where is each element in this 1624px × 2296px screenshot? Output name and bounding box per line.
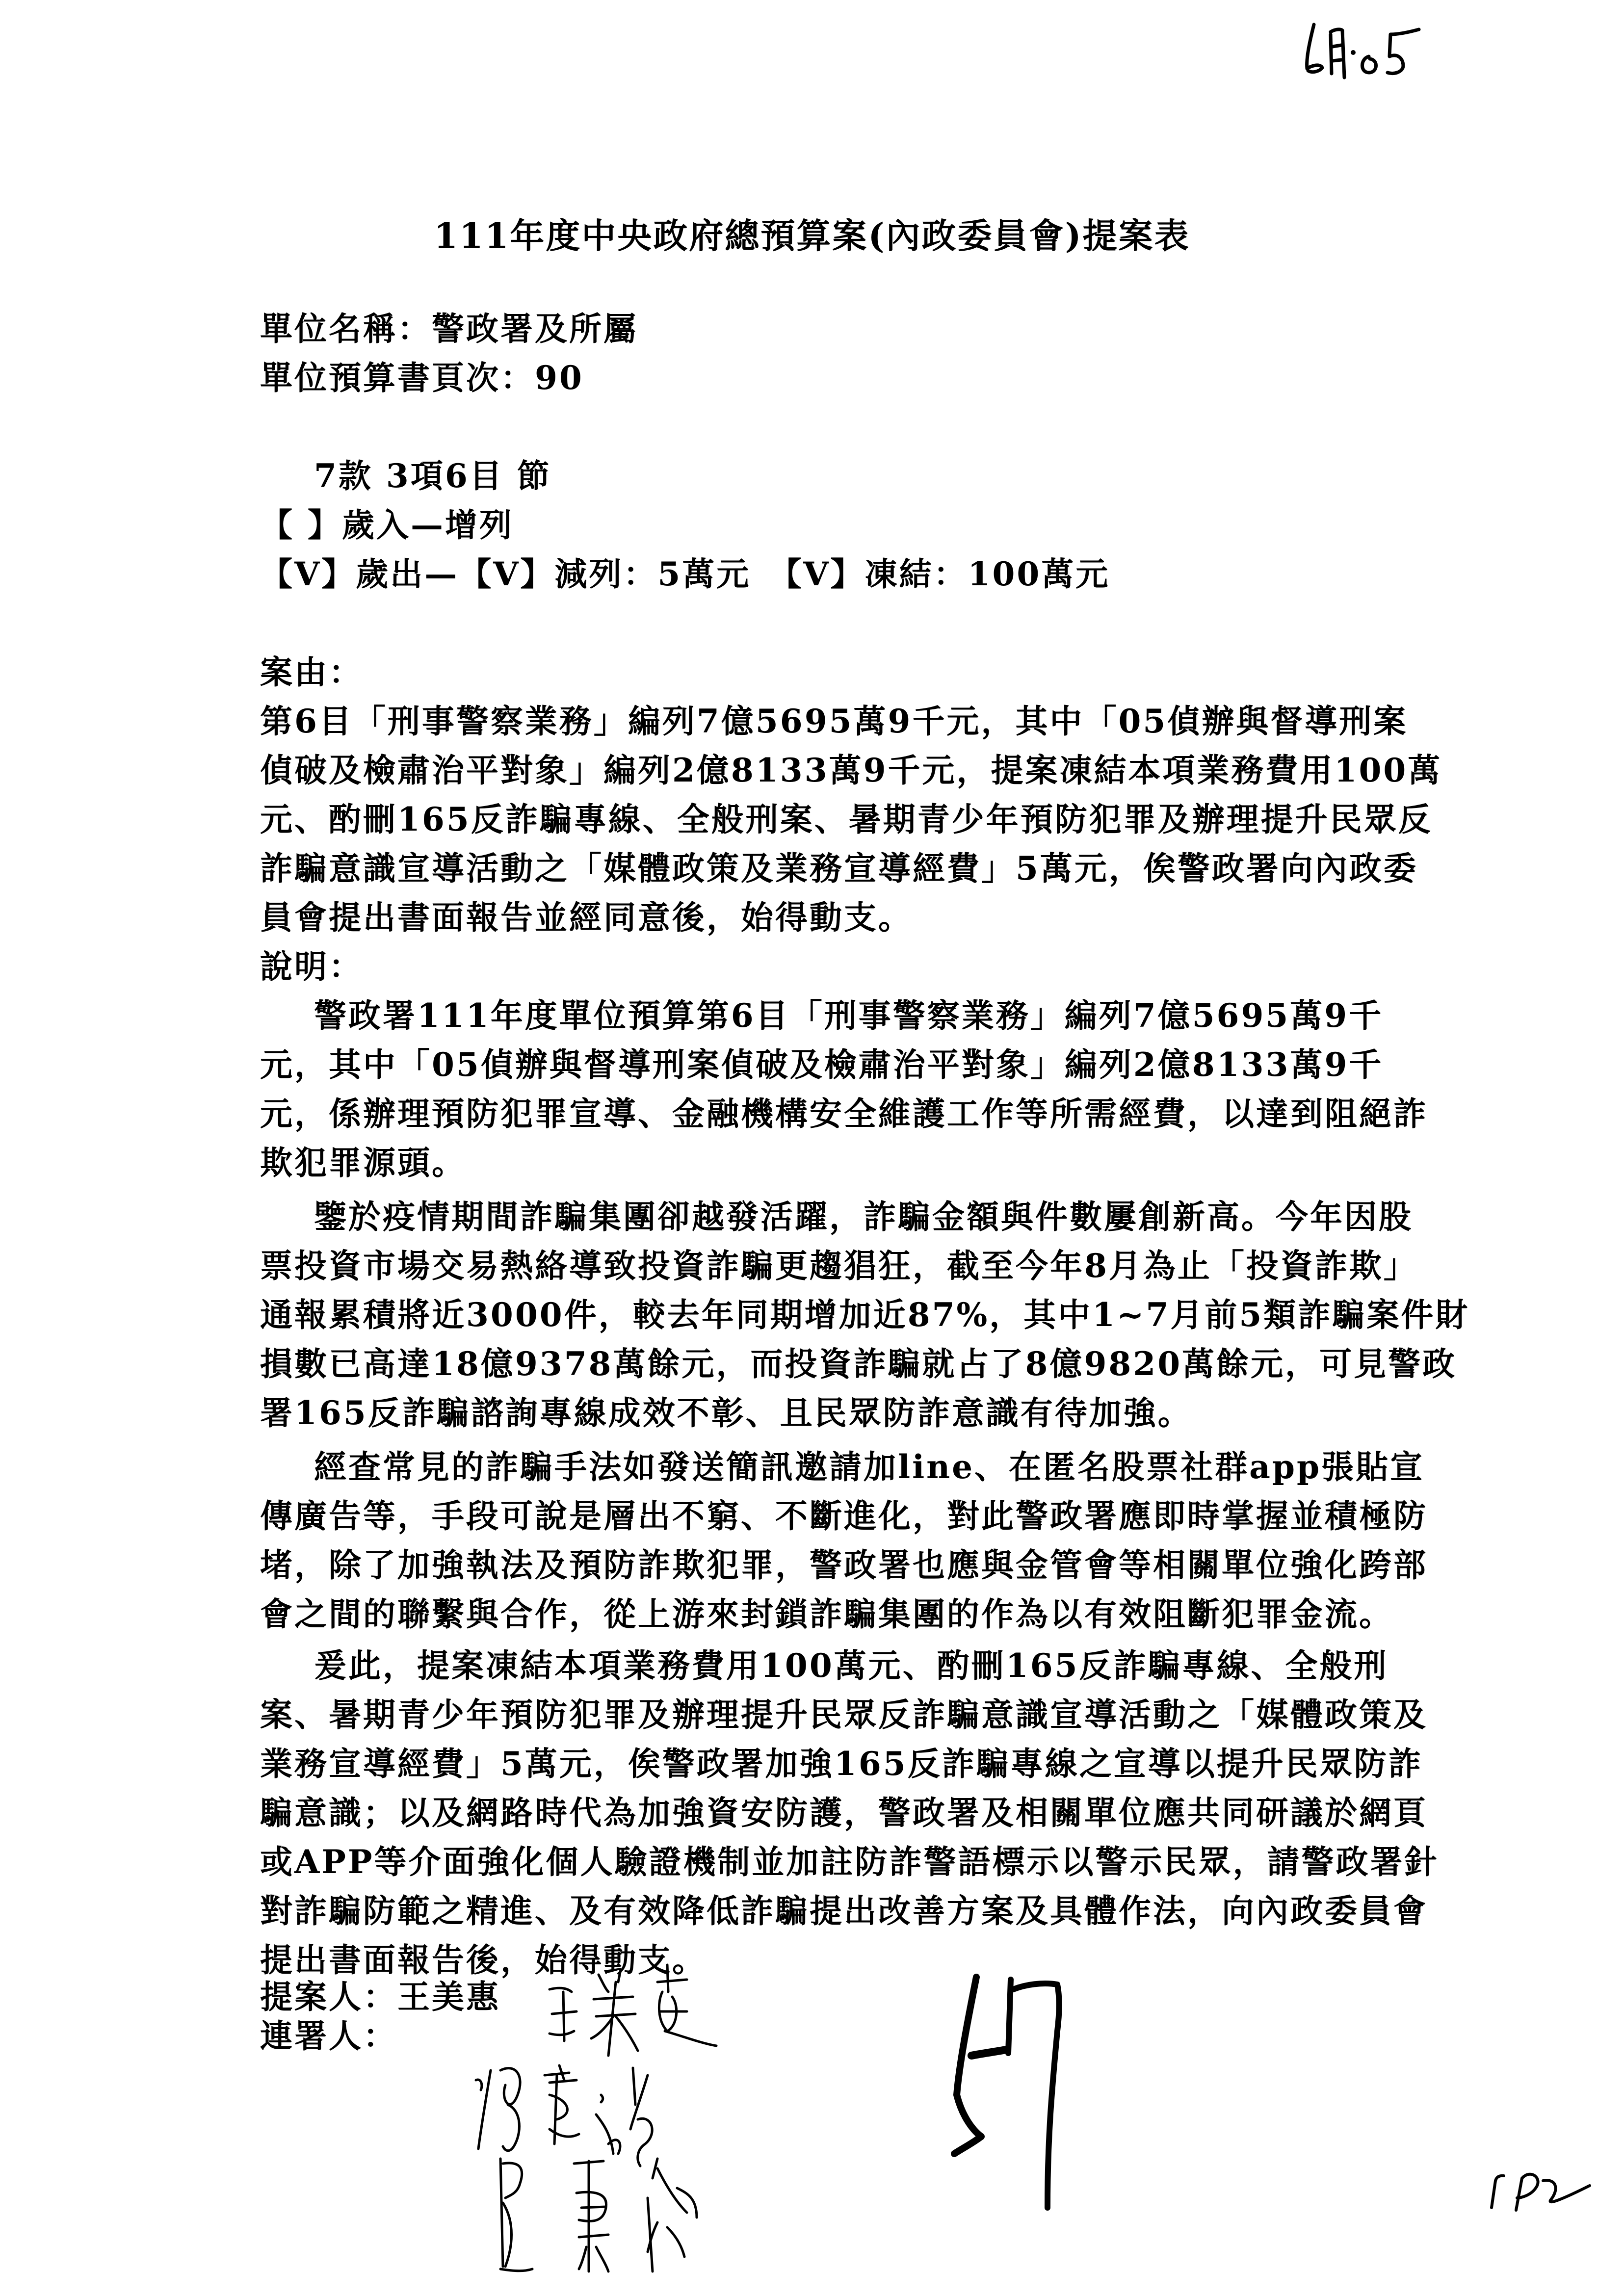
reason-line: 偵破及檢肅治平對象」編列2億8133萬9千元，提案凍結本項業務費用100萬 [260,751,1442,789]
explanation-line: 堵，除了加強執法及預防詐欺犯罪，警政署也應與金管會等相關單位強化跨部 [260,1546,1428,1584]
reason-heading: 案由： [260,653,363,691]
reason-line: 元、酌刪165反詐騙專線、全般刑案、暑期青少年預防犯罪及辦理提升民眾反 [260,800,1433,838]
handwritten-number-57 [922,1967,1128,2222]
reason-line: 員會提出書面報告並經同意後，始得動支。 [260,898,913,937]
explanation-line: 案、暑期青少年預防犯罪及辦理提升民眾反詐騙意識宣導活動之「媒體政策及 [260,1696,1428,1734]
signature-wang-mei-hui [540,1962,795,2061]
explanation-line: 鑒於疫情期間詐騙集團卻越發活躍，詐騙金額與件數屢創新高。今年因股 [314,1198,1413,1236]
explanation-line: 會之間的聯繫與合作，從上游來封鎖詐騙集團的作為以有效阻斷犯罪金流。 [260,1595,1393,1633]
revenue-increase-line: 【 】歲入—增列 [260,506,514,544]
section-reference: 7款 3項6目 節 [314,457,551,495]
explanation-line: 元，其中「05偵辦與督導刑案偵破及檢肅治平對象」編列2億8133萬9千 [260,1045,1384,1084]
cosigner-label: 連署人： [260,2017,397,2055]
explanation-line: 或APP等介面強化個人驗證機制並加註防詐警語標示以警示民眾，請警政署針 [260,1843,1439,1881]
proposer-label: 提案人：王美惠 [260,1978,500,2016]
explanation-line: 爰此，提案凍結本項業務費用100萬元、酌刪165反詐騙專線、全般刑 [314,1646,1388,1685]
explanation-line: 對詐騙防範之精進、及有效降低詐騙提出改善方案及具體作法，向內政委員會 [260,1892,1428,1930]
explanation-line: 傳廣告等，手段可說是層出不窮、不斷進化，對此警政署應即時掌握並積極防 [260,1497,1428,1535]
explanation-line: 經查常見的詐騙手法如發送簡訊邀請加line、在匿名股票社群app張貼宣 [314,1448,1425,1486]
reason-line: 第6目「刑事警察業務」編列7億5695萬9千元，其中「05偵辦與督導刑案 [260,702,1408,740]
explanation-line: 騙意識；以及網路時代為加強資安防護，警政署及相關單位應共同研議於網頁 [260,1794,1428,1832]
explanation-line: 元，係辦理預防犯罪宣導、金融機構安全維護工作等所需經費，以達到阻絕詐 [260,1095,1428,1133]
explanation-line: 通報累積將近3000件，較去年同期增加近87%，其中1~7月前5類詐騙案件財 [260,1296,1470,1334]
signature-wu-qi-ming [491,2149,736,2296]
explanation-line: 提出書面報告後，始得動支。 [260,1941,707,1979]
unit-name: 單位名稱：警政署及所屬 [260,310,638,348]
handwritten-date-annotation [1305,20,1452,85]
explanation-line: 署165反詐騙諮詢專線成效不彰、且民眾防詐意識有待加強。 [260,1394,1192,1432]
explanation-line: 業務宣導經費」5萬元，俟警政署加強165反詐騙專線之宣導以提升民眾防詐 [260,1745,1423,1783]
expense-reduction-freeze-line: 【V】歲出—【V】減列：5萬元 【V】凍結：100萬元 [260,555,1110,593]
explanation-line: 票投資市場交易熱絡導致投資詐騙更趨猖狂，截至今年8月為止「投資詐欺」 [260,1247,1418,1285]
budget-page: 單位預算書頁次：90 [260,359,584,397]
reason-line: 詐騙意識宣導活動之「媒體政策及業務宣導經費」5萬元，俟警政署向內政委 [260,849,1418,887]
explanation-heading: 說明： [260,947,363,986]
handwritten-page-mark [1487,2168,1614,2218]
explanation-line: 警政署111年度單位預算第6目「刑事警察業務」編列7億5695萬9千 [314,996,1384,1035]
explanation-line: 損數已高達18億9378萬餘元，而投資詐騙就占了8億9820萬餘元，可見警政 [260,1345,1457,1383]
explanation-line: 欺犯罪源頭。 [260,1144,466,1182]
page-title: 111年度中央政府總預算案(內政委員會)提案表 [434,215,1190,256]
handwritten-date-drawing [1305,20,1452,83]
